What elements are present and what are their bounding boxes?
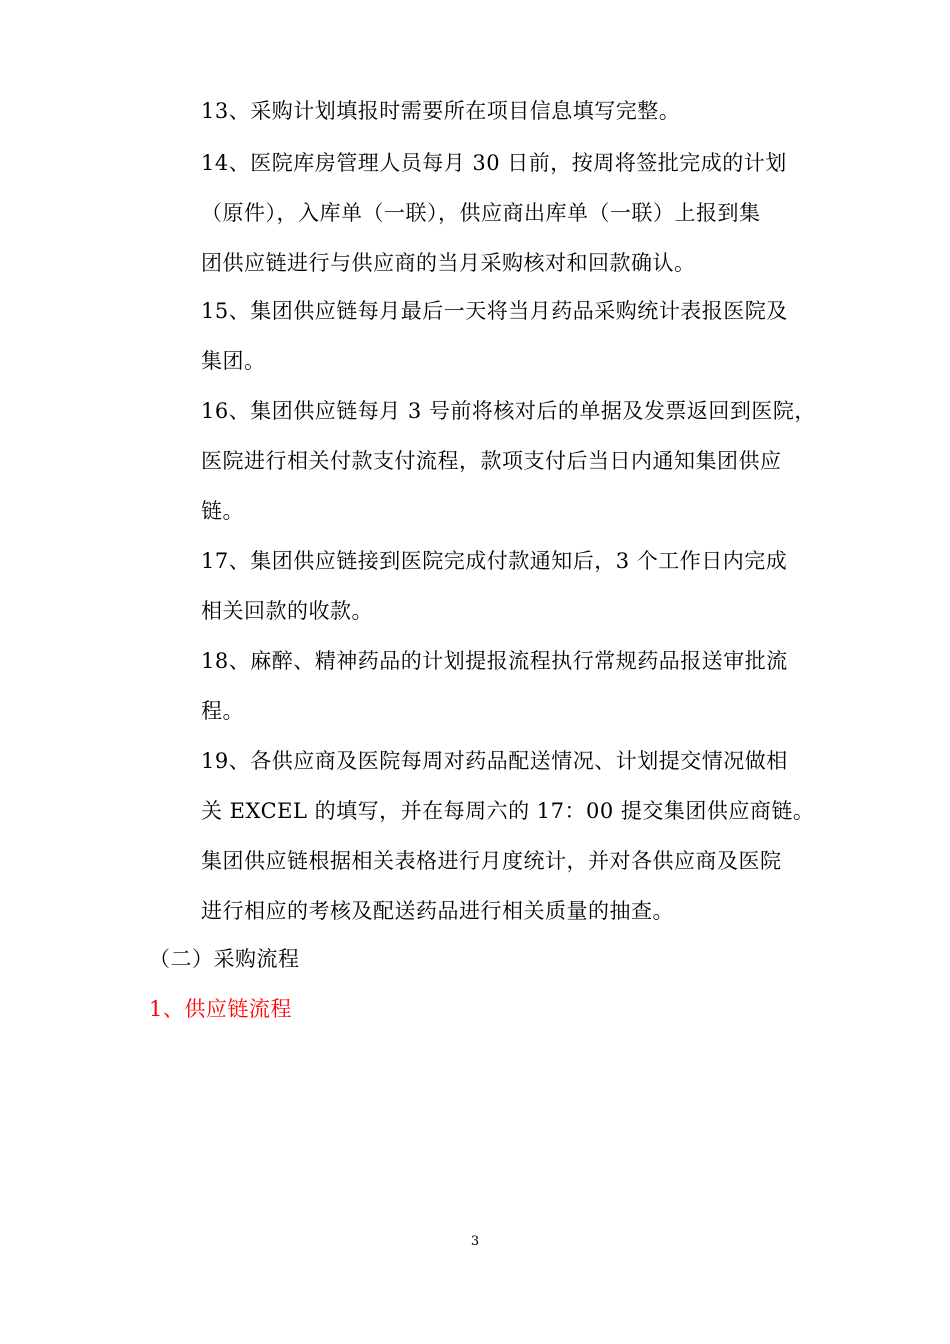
paragraph-line: 相关回款的收款。: [201, 599, 373, 623]
paragraph-line: 程。: [201, 699, 244, 723]
paragraph-line: 医院进行相关付款支付流程，款项支付后当日内通知集团供应: [201, 449, 782, 473]
page-number: 3: [470, 1234, 480, 1249]
paragraph-line: 关 EXCEL 的填写，并在每周六的 17：00 提交集团供应商链。: [201, 799, 815, 823]
paragraph-line: 集团供应链根据相关表格进行月度统计，并对各供应商及医院: [201, 849, 782, 873]
paragraph-line: （原件），入库单（一联），供应商出库单（一联）上报到集: [201, 201, 761, 225]
paragraph-line: 进行相应的考核及配送药品进行相关质量的抽查。: [201, 899, 674, 923]
paragraph-line: 19、各供应商及医院每周对药品配送情况、计划提交情况做相: [201, 749, 788, 773]
paragraph-line: 集团。: [201, 349, 266, 373]
paragraph-line: 团供应链进行与供应商的当月采购核对和回款确认。: [201, 251, 696, 275]
section-heading: （二）采购流程: [149, 947, 300, 971]
subsection-heading: 1、供应链流程: [149, 997, 292, 1021]
paragraph-line: 14、医院库房管理人员每月 30 日前，按周将签批完成的计划: [201, 151, 787, 175]
paragraph-line: 链。: [201, 499, 244, 523]
paragraph-line: 15、集团供应链每月最后一天将当月药品采购统计表报医院及: [201, 299, 788, 323]
paragraph-line: 16、集团供应链每月 3 号前将核对后的单据及发票返回到医院，: [201, 399, 816, 423]
paragraph-line: 18、麻醉、精神药品的计划提报流程执行常规药品报送审批流: [201, 649, 788, 673]
paragraph-line: 17、集团供应链接到医院完成付款通知后，3 个工作日内完成: [201, 549, 788, 573]
paragraph-line: 13、采购计划填报时需要所在项目信息填写完整。: [201, 99, 681, 123]
